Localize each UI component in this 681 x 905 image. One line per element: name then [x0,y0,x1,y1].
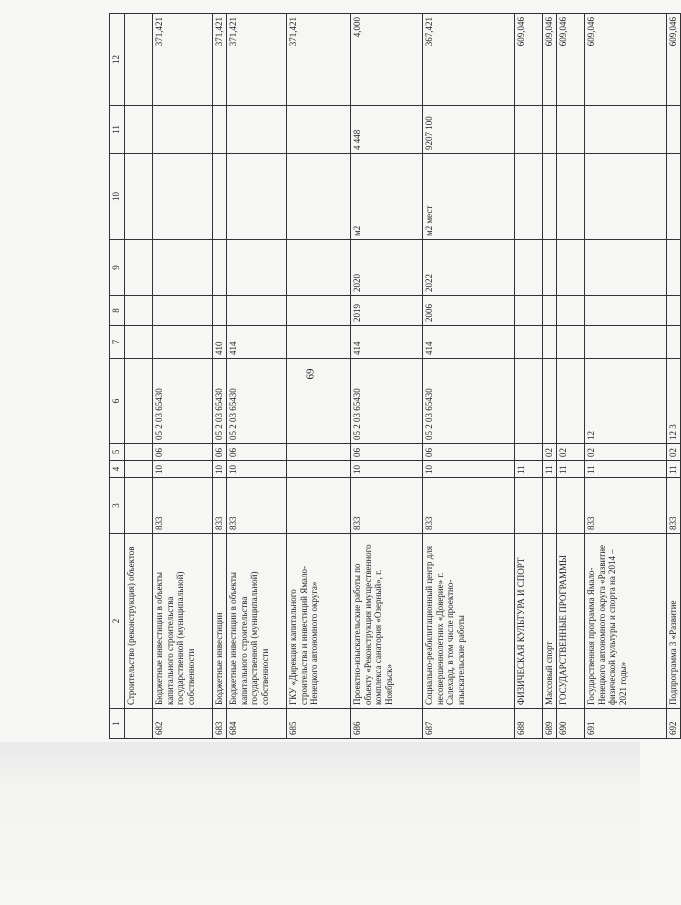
cell-c7 [125,326,153,359]
cell-name: Бюджетные инвестиции в объекты капитального строительства государственной (муниципальной) собственности [153,534,213,709]
page-number: 69 [304,368,317,380]
cell-c9 [213,240,227,296]
cell-c11 [667,106,681,154]
cell-c9 [153,240,213,296]
cell-c6 [557,359,585,444]
header-cell: 12 [110,14,125,106]
cell-n: 690 [557,709,585,739]
header-cell: 2 [110,534,125,709]
header-cell: 7 [110,326,125,359]
budget-table [109,13,681,739]
scan-margin [0,742,640,905]
cell-c3: 833 [213,478,227,534]
cell-c4: 11 [557,461,585,478]
cell-c12: 371,421 [227,14,287,106]
cell-c5 [287,444,351,461]
cell-c6: 05 2 03 65430 [423,359,515,444]
cell-c8 [557,296,585,326]
cell-c12: 609,046 [557,14,585,106]
cell-n: 691 [585,709,667,739]
cell-c11 [515,106,543,154]
cell-c7 [153,326,213,359]
cell-c9: 2020 [351,240,423,296]
cell-c4: 10 [153,461,213,478]
cell-c7: 414 [423,326,515,359]
cell-c7: 414 [227,326,287,359]
cell-c10 [153,154,213,240]
cell-c5: 02 [585,444,667,461]
cell-c11 [543,106,557,154]
cell-c5 [515,444,543,461]
cell-c3: 833 [667,478,681,534]
cell-c12: 609,046 [667,14,681,106]
cell-c5: 06 [423,444,515,461]
cell-c7 [667,326,681,359]
cell-c12: 609,046 [543,14,557,106]
cell-c7 [287,326,351,359]
cell-c6 [287,359,351,444]
cell-name: Строительство (реконструкция) объектов [125,534,153,709]
table-row [543,14,557,739]
cell-c11 [557,106,585,154]
cell-c4: 11 [667,461,681,478]
cell-name: Бюджетные инвестиции в объекты капитального строительства государственной (муниципальной) собственности [227,534,287,709]
cell-name: Бюджетные инвестиции [213,534,227,709]
table-row [667,14,681,739]
cell-n: 689 [543,709,557,739]
cell-c11: 4 448 [351,106,423,154]
cell-n [125,709,153,739]
cell-c4: 10 [351,461,423,478]
cell-c3: 833 [153,478,213,534]
table-body [110,14,681,739]
cell-c12: 371,421 [153,14,213,106]
cell-c8 [227,296,287,326]
cell-c5 [125,444,153,461]
cell-c3: 833 [585,478,667,534]
cell-c3 [125,478,153,534]
cell-c9 [557,240,585,296]
cell-c3: 833 [423,478,515,534]
cell-c10 [557,154,585,240]
cell-c8 [515,296,543,326]
cell-c10: м2 [351,154,423,240]
cell-c12: 609,046 [585,14,667,106]
cell-name: Массовый спорт [543,534,557,709]
cell-c8 [213,296,227,326]
cell-c6: 12 3 [667,359,681,444]
cell-c4: 10 [423,461,515,478]
cell-n: 687 [423,709,515,739]
header-cell: 1 [110,709,125,739]
cell-name: ФИЗИЧЕСКАЯ КУЛЬТУРА И СПОРТ [515,534,543,709]
cell-c12: 371,421 [287,14,351,106]
header-cell: 3 [110,478,125,534]
cell-c3 [287,478,351,534]
cell-c11 [153,106,213,154]
header-cell: 9 [110,240,125,296]
cell-c6: 05 2 03 65430 [351,359,423,444]
cell-c10 [287,154,351,240]
cell-c10 [543,154,557,240]
cell-c11 [125,106,153,154]
cell-c9 [227,240,287,296]
cell-c8 [667,296,681,326]
cell-c10: м2 мест [423,154,515,240]
cell-c7 [543,326,557,359]
cell-n: 682 [153,709,213,739]
cell-c9 [515,240,543,296]
table-row [515,14,543,739]
cell-c9 [543,240,557,296]
cell-c6 [125,359,153,444]
cell-c3: 833 [227,478,287,534]
cell-c11 [213,106,227,154]
cell-c12: 4,000 [351,14,423,106]
table-row [351,14,423,739]
cell-name: Подпрограмма 3 «Развитие [667,534,681,709]
cell-c9: 2022 [423,240,515,296]
cell-n: 685 [287,709,351,739]
cell-c9 [667,240,681,296]
table-row [153,14,213,739]
cell-c3: 833 [351,478,423,534]
cell-c7: 414 [351,326,423,359]
cell-c3 [515,478,543,534]
cell-n: 688 [515,709,543,739]
table-row [125,14,153,739]
cell-c8 [125,296,153,326]
cell-c5: 06 [153,444,213,461]
cell-c8: 2006 [423,296,515,326]
cell-c6: 05 2 03 65430 [213,359,227,444]
cell-c5: 06 [227,444,287,461]
cell-n: 686 [351,709,423,739]
cell-c5: 02 [667,444,681,461]
cell-c4: 11 [543,461,557,478]
cell-name: Социально-реабилитационный центр для несовершеннолетних «Доверие» г. Салехард, в том числе проектно-изыскательские работы [423,534,515,709]
cell-c11: 9207 100 [423,106,515,154]
cell-c12: 367,421 [423,14,515,106]
cell-c10 [125,154,153,240]
cell-c12 [125,14,153,106]
cell-c8 [287,296,351,326]
cell-name: Проектно-изыскательские работы по объекту «Реконструкция имущественного комплекса санатория «Озерный», г. Ноябрьск» [351,534,423,709]
cell-c6 [515,359,543,444]
table-row [213,14,227,739]
cell-c9 [585,240,667,296]
cell-c3 [557,478,585,534]
table-row [287,14,351,739]
cell-c9 [125,240,153,296]
cell-c11 [585,106,667,154]
cell-name: ГОСУДАРСТВЕННЫЕ ПРОГРАММЫ [557,534,585,709]
cell-c8 [153,296,213,326]
header-cell: 8 [110,296,125,326]
cell-c8 [585,296,667,326]
table-row [585,14,667,739]
cell-n: 683 [213,709,227,739]
cell-c10 [515,154,543,240]
cell-c7: 410 [213,326,227,359]
cell-c11 [287,106,351,154]
cell-c12: 609,046 [515,14,543,106]
cell-c5: 02 [557,444,585,461]
header-cell: 10 [110,154,125,240]
cell-c7 [515,326,543,359]
cell-c4: 10 [213,461,227,478]
table-row [557,14,585,739]
header-cell: 6 [110,359,125,444]
header-row [110,14,125,739]
cell-c6: 12 [585,359,667,444]
cell-c10 [667,154,681,240]
cell-c6: 05 2 03 65430 [227,359,287,444]
cell-n: 692 [667,709,681,739]
cell-c3 [543,478,557,534]
cell-name: Государственная программа Ямало-Ненецкого автономного округа «Развитие физической культуры и спорта на 2014 – 2021 годы» [585,534,667,709]
cell-c8: 2019 [351,296,423,326]
rotated-table-container [109,14,678,739]
cell-c5: 06 [213,444,227,461]
cell-c11 [227,106,287,154]
cell-c4 [287,461,351,478]
header-cell: 11 [110,106,125,154]
cell-c12: 371,421 [213,14,227,106]
table-row [227,14,287,739]
cell-c4: 10 [227,461,287,478]
cell-c4 [125,461,153,478]
cell-c10 [585,154,667,240]
cell-c5: 06 [351,444,423,461]
cell-c7 [585,326,667,359]
cell-c4: 11 [515,461,543,478]
cell-c6: 05 2 03 65430 [153,359,213,444]
cell-c7 [557,326,585,359]
cell-c10 [227,154,287,240]
cell-c6 [543,359,557,444]
header-cell: 5 [110,444,125,461]
cell-c4: 11 [585,461,667,478]
cell-c9 [287,240,351,296]
cell-n: 684 [227,709,287,739]
cell-name: ГКУ «Дирекция капитального строительства и инвестиций Ямало-Ненецкого автономного округа» [287,534,351,709]
cell-c8 [543,296,557,326]
table-row [423,14,515,739]
cell-c5: 02 [543,444,557,461]
cell-c10 [213,154,227,240]
header-cell: 4 [110,461,125,478]
